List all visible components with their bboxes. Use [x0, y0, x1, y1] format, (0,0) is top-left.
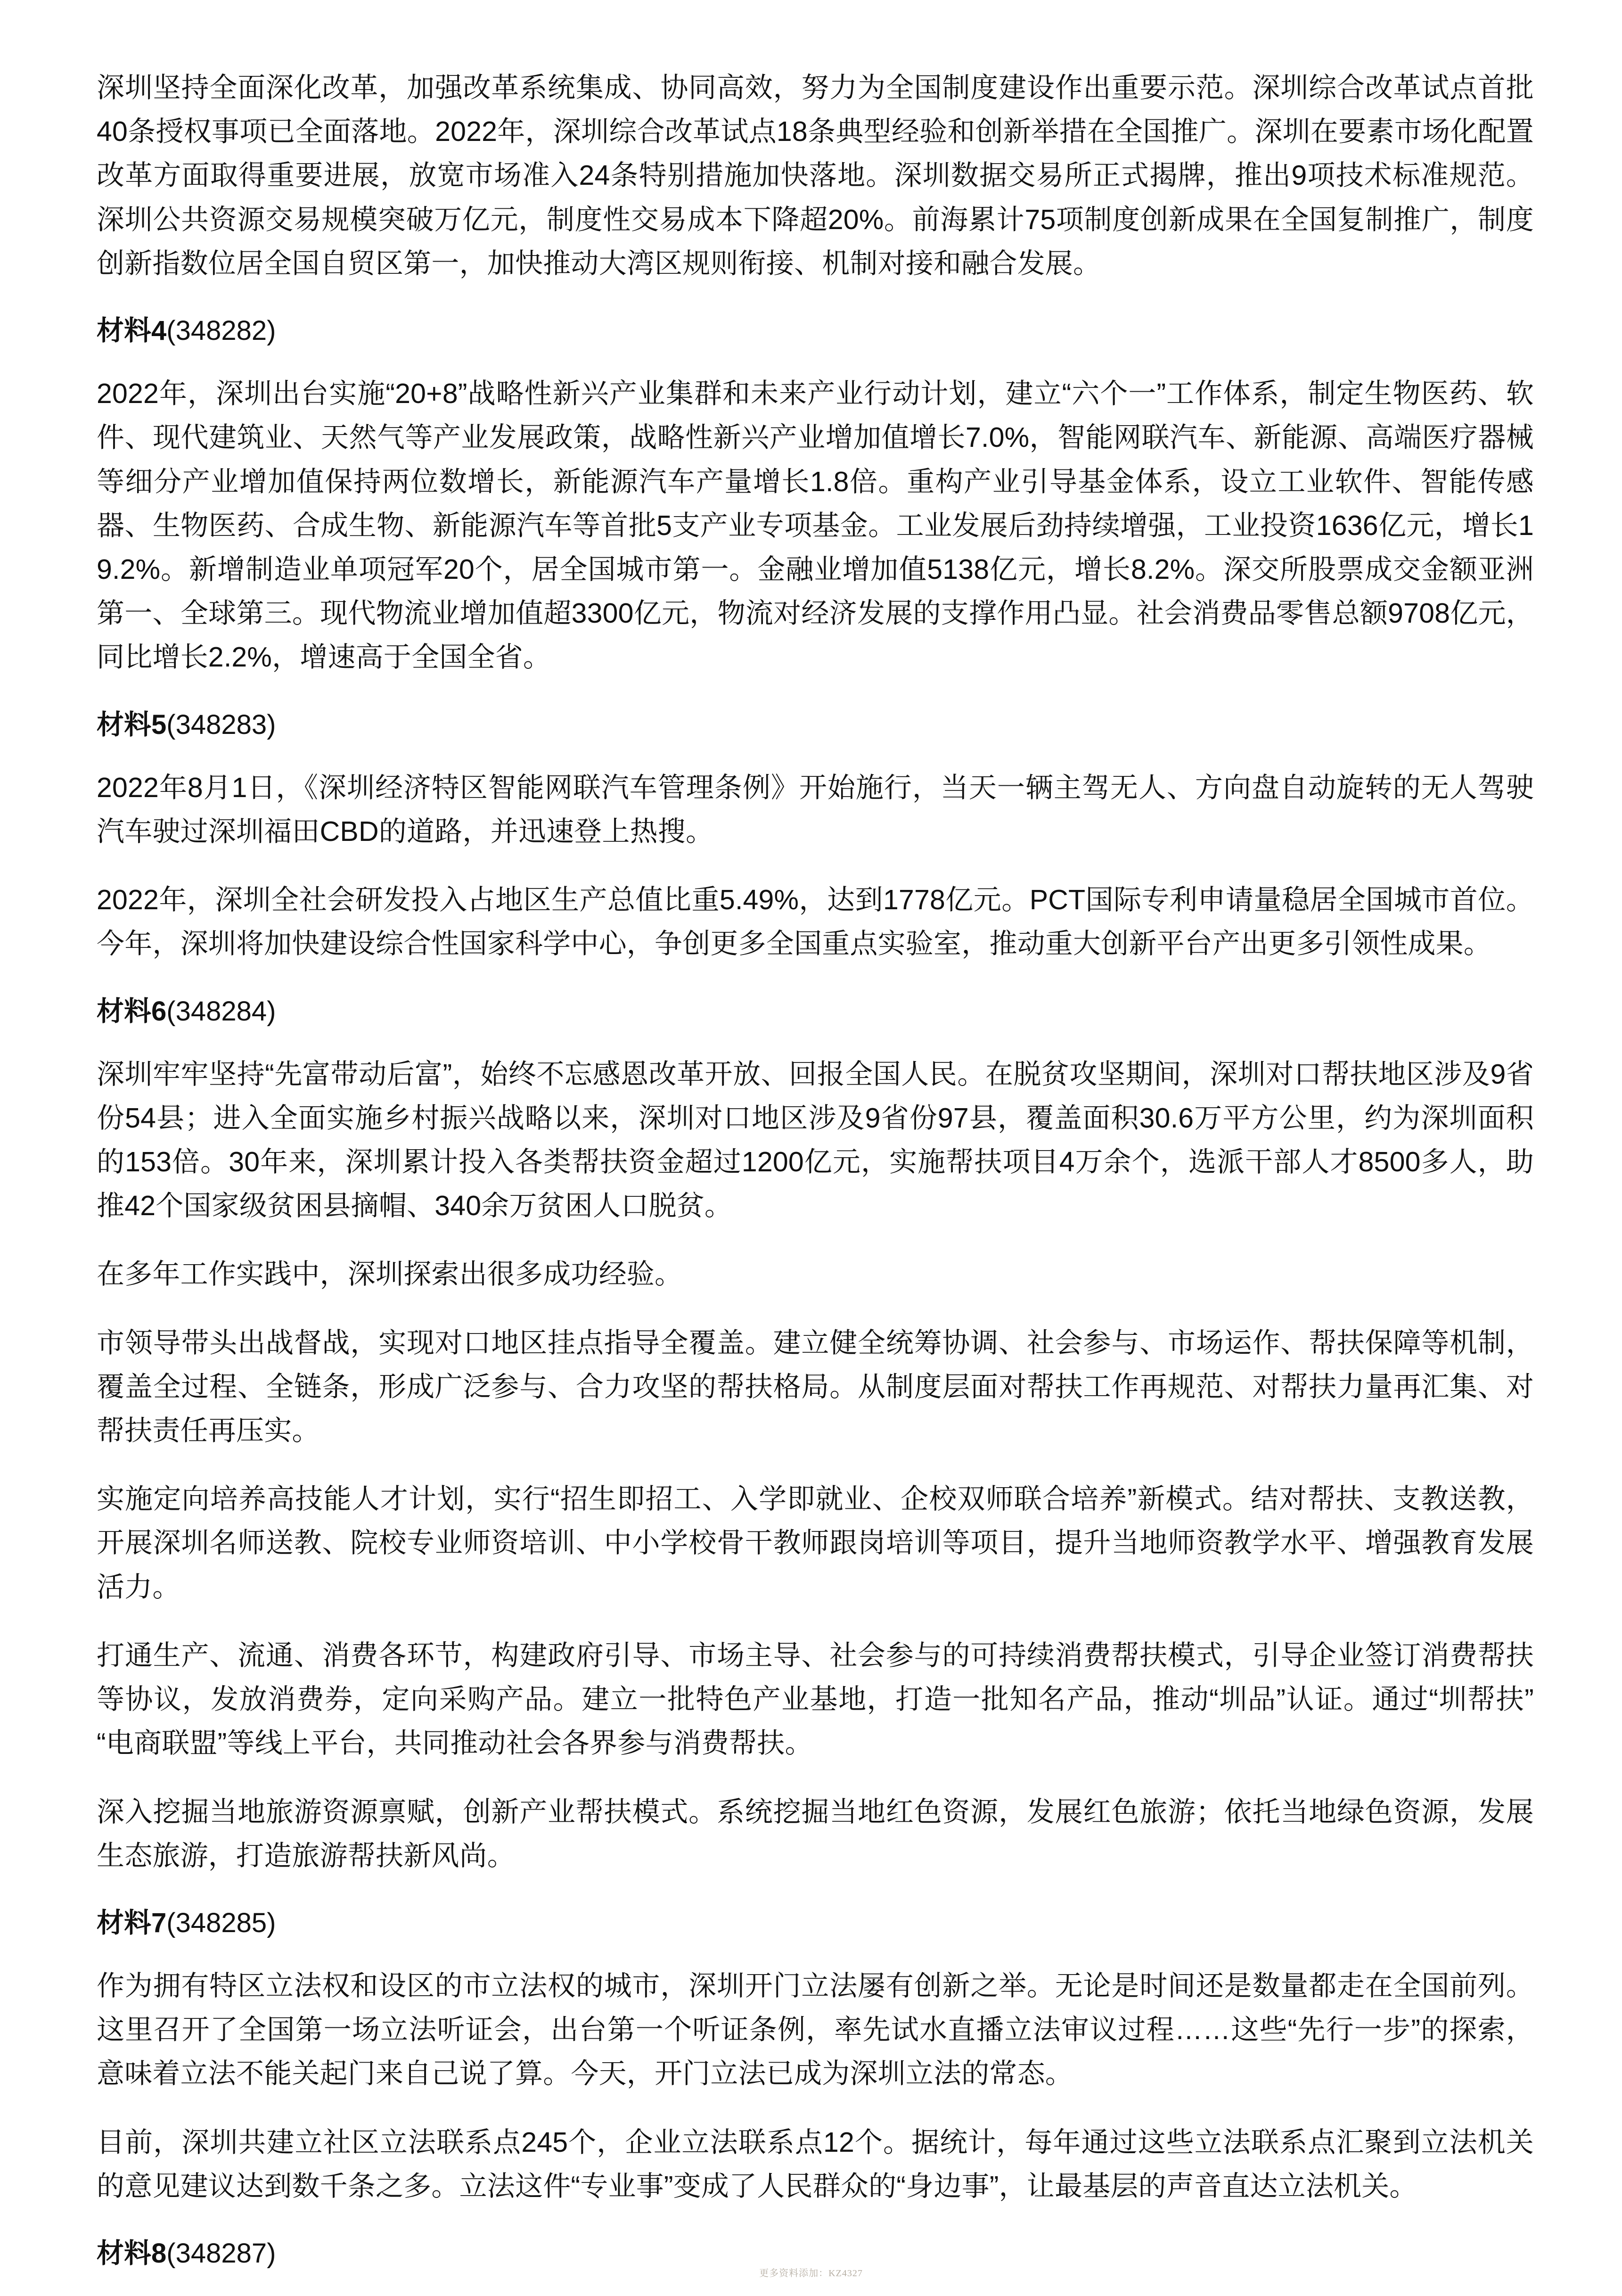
section-paragraph: 市领导带头出战督战，实现对口地区挂点指导全覆盖。建立健全统筹协调、社会参与、市场运作、帮扶保障等机制，覆盖全过程、全链条，形成广泛参与、合力攻坚的帮扶格局。从制度层面对帮扶工作再规范、对帮扶力量再汇集、对帮扶责任再压实。 [97, 1327, 1534, 1447]
document-body [97, 66, 1534, 2274]
section-code: (348284) [166, 996, 276, 1027]
section-label: 材料8 [97, 2238, 167, 2269]
section-heading-material-7 [97, 1902, 1534, 1943]
section-paragraph: 打通生产、流通、消费各环节，构建政府引导、市场主导、社会参与的可持续消费帮扶模式，引导企业签订消费帮扶等协议，发放消费券，定向采购产品。建立一批特色产业基地，打造一批知名产品，推动“圳品”认证。通过“圳帮扶”“电商联盟”等线上平台，共同推动社会各界参与消费帮扶。 [97, 1639, 1534, 1759]
section-code: (348283) [166, 709, 276, 740]
section-heading-material-6 [97, 991, 1534, 1032]
section-label: 材料4 [97, 315, 167, 346]
section-code: (348285) [166, 1908, 276, 1938]
section-paragraph: 实施定向培养高技能人才计划，实行“招生即招工、入学即就业、企校双师联合培养”新模式。结对帮扶、支教送教，开展深圳名师送教、院校专业师资培训、中小学校骨干教师跟岗培训等项目，提升当地师资教学水平、增强教育发展活力。 [97, 1483, 1534, 1603]
section-code: (348287) [166, 2238, 276, 2269]
section-paragraph: 深圳牢牢坚持“先富带动后富”，始终不忘感恩改革开放、回报全国人民。在脱贫攻坚期间，深圳对口帮扶地区涉及9省份54县；进入全面实施乡村振兴战略以来，深圳对口地区涉及9省份97县，覆盖面积30.6万平方公里，约为深圳面积的153倍。30年来，深圳累计投入各类帮扶资金超过1200亿元，实施帮扶项目4万余个，选派干部人才8500多人，助推42个国家级贫困县摘帽、340余万贫困人口脱贫。 [97, 1058, 1534, 1222]
section-label: 材料6 [97, 996, 167, 1027]
section-heading-material-5 [97, 704, 1534, 745]
section-heading-material-4 [97, 310, 1534, 351]
section-paragraph: 在多年工作实践中，深圳探索出很多成功经验。 [97, 1259, 683, 1290]
footer-watermark: 更多资料添加：KZ4327 [759, 2268, 863, 2279]
section-paragraph: 2022年，深圳出台实施“20+8”战略性新兴产业集群和未来产业行动计划，建立“六个一”工作体系，制定生物医药、软件、现代建筑业、天然气等产业发展政策，战略性新兴产业增加值增长7.0%，智能网联汽车、新能源、高端医疗器械等细分产业增加值保持两位数增长，新能源汽车产量增长1.8倍。重构产业引导基金体系，设立工业软件、智能传感器、生物医药、合成生物、新能源汽车等首批5支产业专项基金。工业发展后劲持续增强，工业投资1636亿元，增长19.2%。新增制造业单项冠军20个，居全国城市第一。金融业增加值5138亿元，增长8.2%。深交所股票成交金额亚洲第一、全球第三。现代物流业增加值超3300亿元，物流对经济发展的支撑作用凸显。社会消费品零售总额9708亿元，同比增长2.2%，增速高于全国全省。 [97, 378, 1534, 673]
section-paragraph: 深入挖掘当地旅游资源禀赋，创新产业帮扶模式。系统挖掘当地红色资源，发展红色旅游；依托当地绿色资源，发展生态旅游，打造旅游帮扶新风尚。 [97, 1796, 1534, 1871]
section-paragraph: 2022年，深圳全社会研发投入占地区生产总值比重5.49%，达到1778亿元。PCT国际专利申请量稳居全国城市首位。今年，深圳将加快建设综合性国家科学中心，争创更多全国重点实验室，推动重大创新平台产出更多引领性成果。 [97, 884, 1534, 960]
section-code: (348282) [166, 315, 276, 346]
section-paragraph: 目前，深圳共建立社区立法联系点245个，企业立法联系点12个。据统计，每年通过这些立法联系点汇聚到立法机关的意见建议达到数千条之多。立法这件“专业事”变成了人民群众的“身边事”，让最基层的声音直达立法机关。 [97, 2126, 1534, 2202]
section-label: 材料5 [97, 709, 167, 740]
intro-paragraph: 深圳坚持全面深化改革，加强改革系统集成、协同高效，努力为全国制度建设作出重要示范。深圳综合改革试点首批40条授权事项已全面落地。2022年，深圳综合改革试点18条典型经验和创新举措在全国推广。深圳在要素市场化配置改革方面取得重要进展，放宽市场准入24条特别措施加快落地。深圳数据交易所正式揭牌，推出9项技术标准规范。深圳公共资源交易规模突破万亿元，制度性交易成本下降超20%。前海累计75项制度创新成果在全国复制推广，制度创新指数位居全国自贸区第一，加快推动大湾区规则衔接、机制对接和融合发展。 [97, 72, 1534, 279]
section-label: 材料7 [97, 1908, 167, 1938]
section-paragraph: 2022年8月1日，《深圳经济特区智能网联汽车管理条例》开始施行，当天一辆主驾无人、方向盘自动旋转的无人驾驶汽车驶过深圳福田CBD的道路，并迅速登上热搜。 [97, 772, 1534, 847]
section-paragraph: 作为拥有特区立法权和设区的市立法权的城市，深圳开门立法屡有创新之举。无论是时间还是数量都走在全国前列。这里召开了全国第一场立法听证会，出台第一个听证条例，率先试水直播立法审议过程……这些“先行一步”的探索，意味着立法不能关起门来自己说了算。今天，开门立法已成为深圳立法的常态。 [97, 1970, 1534, 2090]
